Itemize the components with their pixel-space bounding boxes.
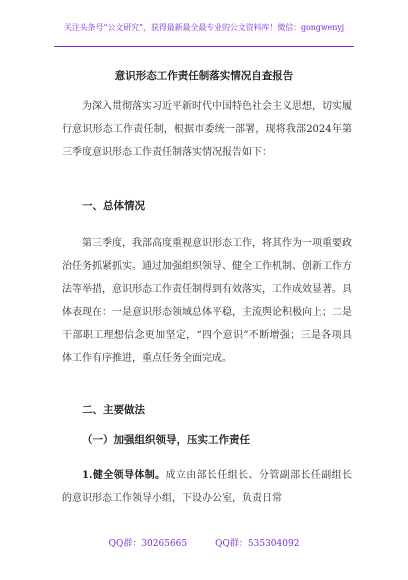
item-lead: 1.健全领导体制。	[82, 470, 166, 481]
subsection-heading-leadership: （一）加强组织领导，压实工作责任	[82, 434, 250, 446]
section-heading-overview: 一、总体情况	[82, 200, 145, 212]
section-heading-practices: 二、主要做法	[82, 404, 145, 416]
document-title: 意识形态工作责任制落实情况自查报告	[114, 70, 294, 82]
header-divider	[54, 46, 354, 47]
item-paragraph-leadership	[62, 464, 352, 510]
footer-qq-group-1: QQ群：30265665	[108, 539, 188, 549]
footer-qq-group-2: QQ群：535304092	[215, 539, 300, 549]
intro-paragraph: 为深入贯彻落实习近平新时代中国特色社会主义思想，切实履行意识形态工作责任制，根据市委统一部署，现将我部2024年第三季度意识形态工作责任制落实情况报告如下：	[62, 101, 352, 158]
item-text: 成立由部长任组长、分管副部长任副组长的意识形态工作领导小组，下设办公室，负责日常	[62, 470, 352, 504]
header-banner: 关注头条号“公文研究”，获得最新最全最专业的公文资料库！微信：gongwenyj	[63, 23, 345, 32]
overview-paragraph: 第三季度，我部高度重视意识形态工作，将其作为一项重要政治任务抓紧抓实。通过加强组织领导、健全工作机制、创新工作方法等举措，意识形态工作责任制得到有效落实，工作成效显著。具体表现在：一是意识形态领域总体平稳，主流舆论积极向上；二是干部职工理想信念更加坚定，“四个意识”不断增强；三是各项具体工作有序推进，重点任务全面完成。	[62, 238, 352, 364]
footer	[0, 536, 408, 549]
